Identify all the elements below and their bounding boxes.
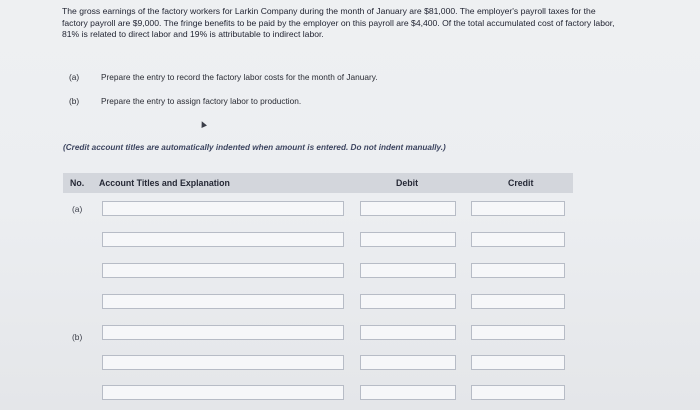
journal-table-header [63,173,573,193]
requirement-b-tag: (b) [69,96,80,106]
entry-a-row3-account-input[interactable] [102,263,344,278]
entry-b-row1-credit-input[interactable] [471,325,565,340]
entry-a-row4-debit-input[interactable] [360,294,456,309]
entry-b-row1-account-input[interactable] [102,325,344,340]
entry-a-row3-credit-input[interactable] [471,263,565,278]
entry-a-row4-account-input[interactable] [102,294,344,309]
entry-b-row2-debit-input[interactable] [360,355,456,370]
header-credit: Credit [508,178,534,188]
indent-note: (Credit account titles are automatically indented when amount is entered. Do not indent manually.) [63,143,446,152]
entry-b-row3-account-input[interactable] [102,385,344,400]
header-debit: Debit [396,178,418,188]
entry-b-row3-debit-input[interactable] [360,385,456,400]
entry-b-row2-account-input[interactable] [102,355,344,370]
entry-a-row1-debit-input[interactable] [360,201,456,216]
entry-b-row2-credit-input[interactable] [471,355,565,370]
entry-b-row3-credit-input[interactable] [471,385,565,400]
entry-a-row2-debit-input[interactable] [360,232,456,247]
requirement-b-text: Prepare the entry to assign factory labor to production. [101,96,302,106]
entry-b-row1-debit-input[interactable] [360,325,456,340]
header-account: Account Titles and Explanation [99,178,230,188]
entry-a-row2-credit-input[interactable] [471,232,565,247]
header-no: No. [70,178,85,188]
entry-a-row2-account-input[interactable] [102,232,344,247]
requirement-a-text: Prepare the entry to record the factory labor costs for the month of January. [101,72,378,82]
entry-a-label: (a) [72,204,83,214]
problem-text: The gross earnings of the factory workers for Larkin Company during the month of January are $81,000. The employer's payroll taxes for the factory payroll are $9,000. The fringe benefits to be paid by the employer on this payroll are $4,400. Of the total accumulated cost of factory labor, 81% is related to direct labor and 19% is attributable to indirect labor. [62,6,615,39]
mouse-pointer-icon [199,120,207,128]
entry-a-row1-account-input[interactable] [102,201,344,216]
entry-b-label: (b) [72,332,83,342]
entry-a-row4-credit-input[interactable] [471,294,565,309]
requirement-a-tag: (a) [69,72,80,82]
entry-a-row3-debit-input[interactable] [360,263,456,278]
entry-a-row1-credit-input[interactable] [471,201,565,216]
